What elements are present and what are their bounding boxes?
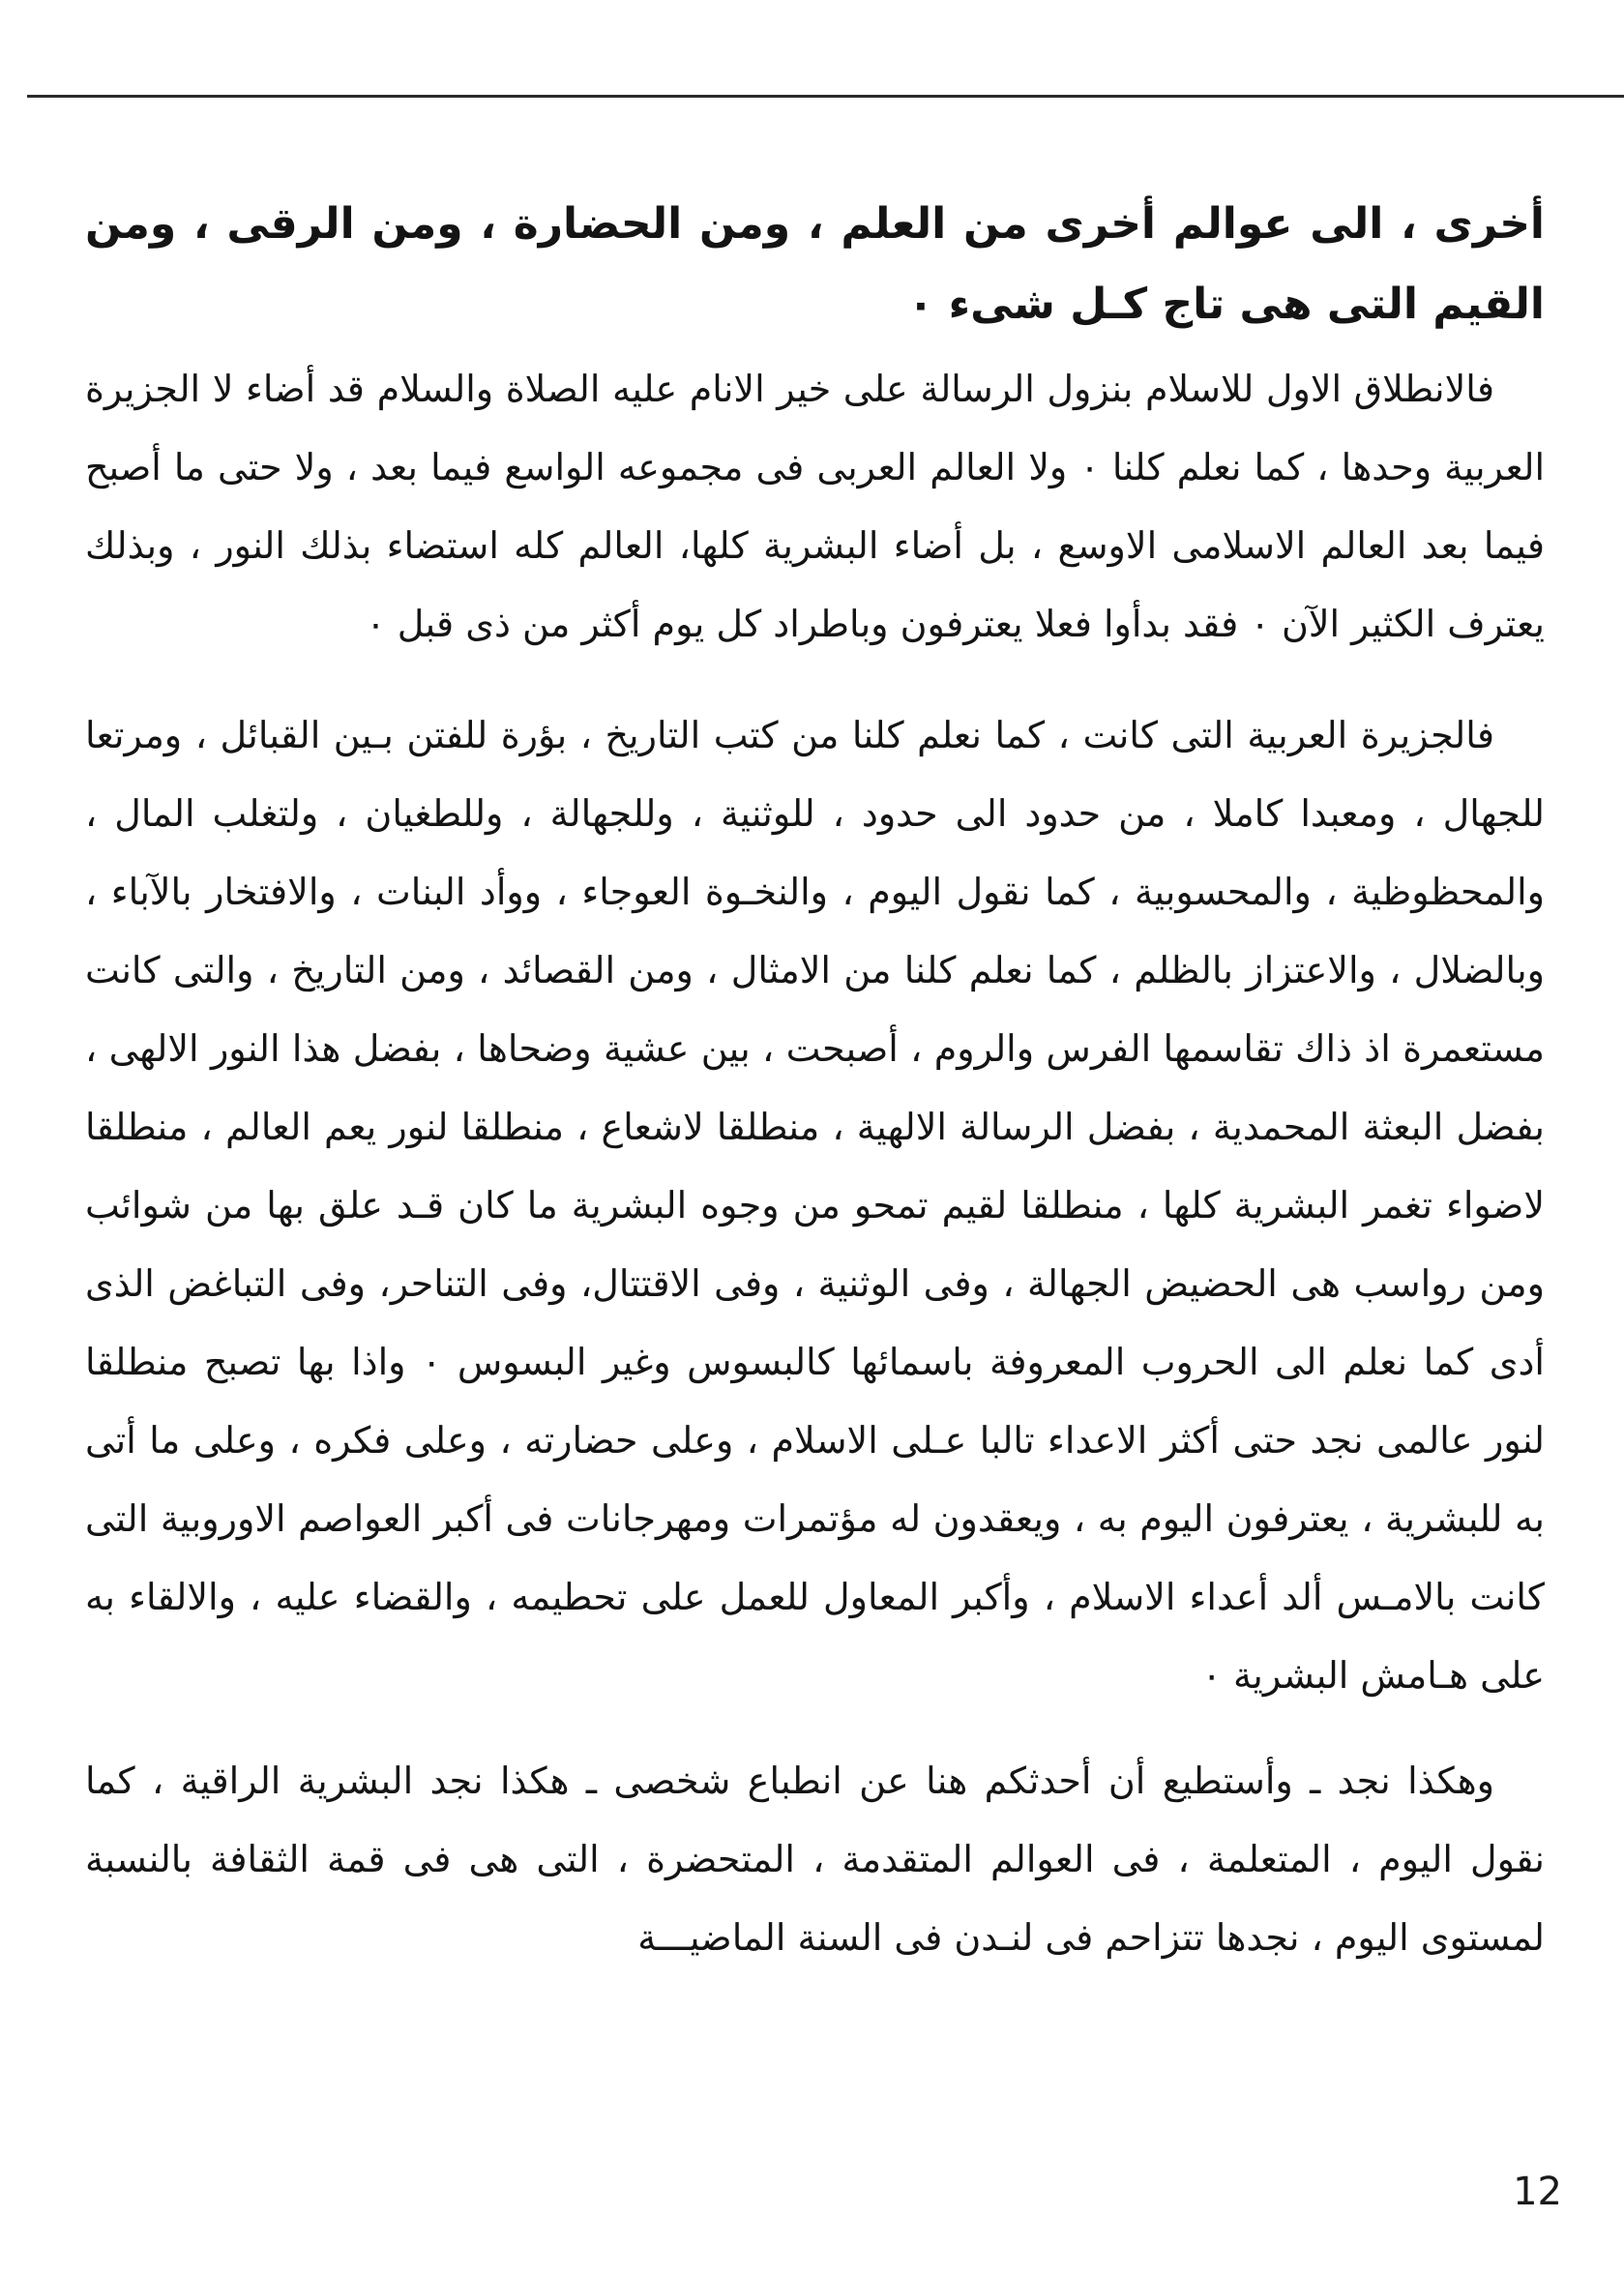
page-body [85, 184, 1545, 2004]
paragraph-modern-humanity: وهكذا نجد ـ وأستطيع أن أحدثكم هنا عن انطباع شخصى ـ هكذا نجد البشرية الراقية ، كما نقول اليوم ، المتعلمة ، فى العوالم المتقدمة ، المتحضرة ، التى هى فى قمة الثقافة بالنسبة لمستوى اليوم ، نجدها تتزاحم فى لنـدن فى السنة الماضيـــة [85, 1759, 1545, 1959]
paragraph-arabian-peninsula: فالجزيرة العربية التى كانت ، كما نعلم كلنا من كتب التاريخ ، بؤرة للفتن بـين القبائل ، ومرتعا للجهال ، ومعبدا كاملا ، من حدود الى حدود ، للوثنية ، وللجهالة ، وللطغيان ، ولتغلب المال ، والمحظوظية ، والمحسوبية ، كما نقول اليوم ، والنخـوة العوجاء ، ووأد البنات ، والافتخار بالآباء ، وبالضلال ، والاعتزاز بالظلم ، كما نعلم كلنا من الامثال ، ومن القصائد ، ومن التاريخ ، والتى كانت مستعمرة اذ ذاك تقاسمها الفرس والروم ، أصبحت ، بين عشية وضحاها ، بفضل هذا النور الالهى ، بفضل البعثة المحمدية ، بفضل الرسالة الالهية ، منطلقا لاشعاع ، منطلقا لنور يعم العالم ، منطلقا لاضواء تغمر البشرية كلها ، منطلقا لقيم تمحو من وجوه البشرية ما كان قـد علق بها من شوائب ومن رواسب هى الحضيض الجهالة ، وفى الوثنية ، وفى الاقتتال، وفى التناحر، وفى التباغض الذى أدى كما نعلم الى الحروب المعروفة باسمائها كالبسوس وغير البسوس ٠ واذا بها تصبح منطلقا لنور عالمى نجد حتى أكثر الاعداء تالبا عـلى الاسلام ، وعلى حضارته ، وعلى فكره ، وعلى ما أتى به للبشرية ، يعترفون اليوم به ، ويعقدون له مؤتمرات ومهرجانات فى أكبر العواصم الاوروبية التى كانت بالامـس ألد أعداء الاسلام ، وأكبر المعاول للعمل على تحطيمه ، والقضاء عليه ، والالقاء به على هـامش البشرية ٠ [85, 714, 1545, 1697]
paragraph-islam-light: فالانطلاق الاول للاسلام بنزول الرسالة على خير الانام عليه الصلاة والسلام قد أضاء لا الجزيرة العربية وحدها ، كما نعلم كلنا ٠ ولا العالم العربى فى مجموعه الواسع فيما بعد ، ولا حتى ما أصبح فيما بعد العالم الاسلامى الاوسع ، بل أضاء البشرية كلها، العالم كله استضاء بذلك النور ، وبذلك يعترف الكثير الآن ٠ فقد بدأوا فعلا يعترفون وباطراد كل يوم أكثر من ذى قبل ٠ [85, 368, 1545, 645]
page-number: 12 [1513, 2170, 1562, 2214]
continuation-heading: أخرى ، الى عوالم أخرى من العلم ، ومن الحضارة ، ومن الرقى ، ومن القيم التى هى تاج كـل شىء ٠ [85, 199, 1545, 329]
top-rule [27, 95, 1624, 98]
